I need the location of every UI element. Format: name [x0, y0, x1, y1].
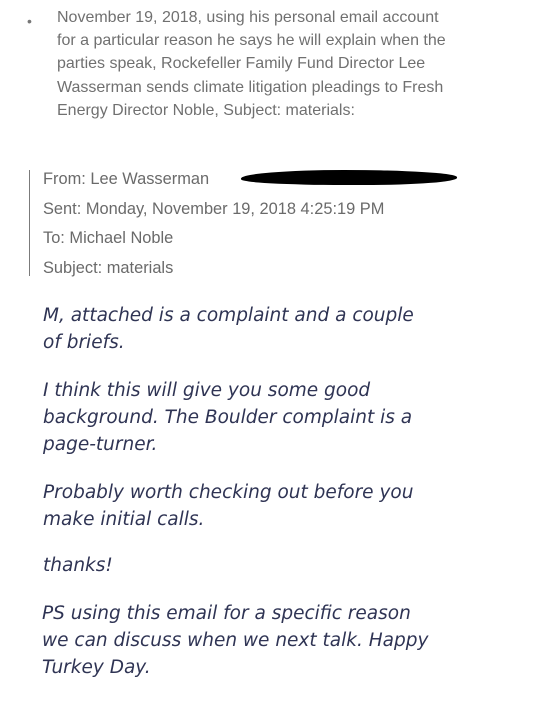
- summary-text: [57, 6, 527, 122]
- email-to-line: To: Michael Noble: [43, 229, 174, 247]
- message-paragraph: [43, 479, 513, 533]
- message-line: M, attached is a complaint and a couple: [43, 305, 414, 326]
- message-line: Turkey Day.: [42, 657, 151, 678]
- message-line: we can discuss when we next talk. Happy: [42, 630, 429, 651]
- message-line: page-turner.: [43, 434, 158, 455]
- redaction-mark: [241, 170, 457, 185]
- message-paragraph: [43, 302, 513, 356]
- message-line: I think this will give you some good: [43, 380, 371, 401]
- email-subject-line: Subject: materials: [43, 259, 174, 277]
- message-paragraph: [42, 600, 512, 681]
- message-line: make initial calls.: [43, 509, 205, 530]
- email-from-line: From: Lee Wasserman: [43, 170, 210, 188]
- message-line: Probably worth checking out before you: [43, 482, 414, 503]
- message-line: thanks!: [43, 555, 113, 576]
- summary-line: Energy Director Noble, Subject: materials:: [57, 101, 355, 119]
- message-paragraph: [43, 552, 513, 579]
- message-line: PS using this email for a specific reason: [42, 603, 411, 624]
- summary-line: parties speak, Rockefeller Family Fund Director Lee: [57, 55, 426, 73]
- bullet-icon: •: [27, 13, 32, 29]
- summary-line: Wasserman sends climate litigation pleadings to Fresh: [57, 78, 444, 96]
- message-line: of briefs.: [43, 332, 125, 353]
- message-paragraph: [43, 377, 513, 458]
- summary-line: November 19, 2018, using his personal email account: [57, 9, 439, 26]
- summary-line: for a particular reason he says he will explain when the: [57, 32, 446, 50]
- email-sent-line: Sent: Monday, November 19, 2018 4:25:19 PM: [43, 200, 385, 218]
- message-line: background. The Boulder complaint is a: [43, 407, 413, 428]
- quote-bar: [29, 170, 30, 276]
